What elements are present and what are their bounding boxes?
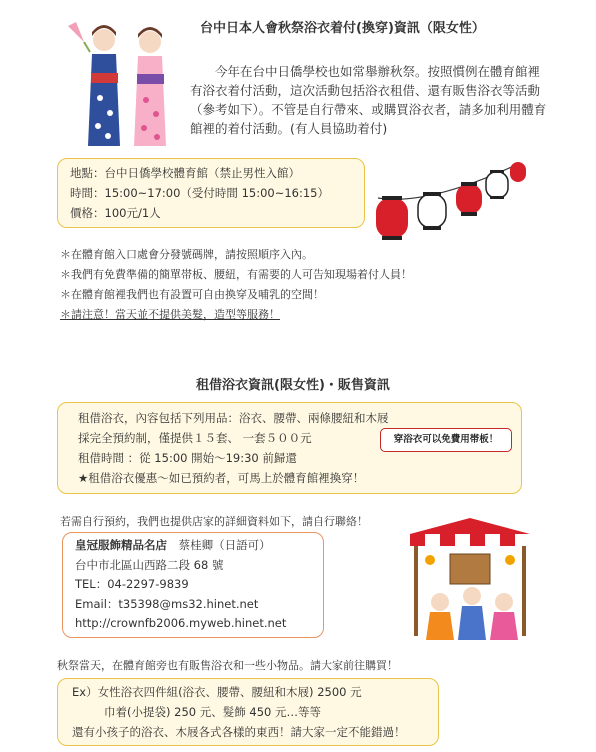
notes-list (60, 245, 412, 325)
shop-contact: 蔡桂卿（日語可） (178, 538, 271, 552)
shop-name-row (75, 536, 311, 556)
rental-line: 租借時間 ：從 15:00 開始～19:30 前歸還 (78, 451, 297, 465)
sale-items-box (57, 678, 439, 746)
festival-stall-illustration (400, 516, 540, 646)
shop-info-box (62, 532, 324, 638)
note-item: ＊在體育館入口處會分發號碼牌，請按照順序入內。 (60, 248, 313, 261)
yukata-women-illustration (62, 18, 182, 153)
event-price: 價格：100元/1人 (70, 206, 161, 220)
event-info-box (57, 158, 365, 228)
lantern-icon (486, 170, 508, 199)
rental-line: 採完全預約制，僅提供１５套、 一套５００元 (78, 431, 312, 445)
sale-note: 秋祭當天，在體育館旁也有販售浴衣和一些小物品。請大家前往購買！ (57, 659, 398, 672)
rental-line: 租借浴衣，內容包括下列用品：浴衣、腰帶、兩條腰紐和木屐 (78, 411, 389, 425)
event-location: 地點：台中日僑學校體育館（禁止男性入館） (70, 166, 300, 180)
shop-url[interactable]: http://crownfb2006.myweb.hinet.net (75, 616, 287, 630)
lanterns-illustration (368, 158, 528, 246)
note-item: ＊我們有免費準備的簡單帯板、腰紐，有需要的人可告知現場着付人員！ (60, 268, 412, 281)
event-time: 時間：15:00~17:00（受付時間 15:00~16:15） (70, 186, 329, 200)
rental-title: 租借浴衣資訊(限女性)・販售資訊 (196, 378, 390, 393)
sale-item: 巾着(小提袋) 250 元、髮飾 450 元…等等 (104, 705, 321, 719)
note-item: ＊在體育館裡我們也有設置可自由換穿及哺乳的空間！ (60, 288, 324, 301)
lantern-icon (418, 192, 446, 230)
free-obi-badge: 穿浴衣可以免費用帯板！ (380, 428, 512, 452)
note-item: ＊請注意！當天並不提供美髮，造型等服務！ (60, 308, 280, 321)
page-title: 台中日本人會秋祭浴衣着付(換穿)資訊（限女性） (200, 21, 485, 36)
shop-tel: TEL：04-2297-9839 (75, 577, 189, 591)
intro-paragraph (190, 62, 550, 138)
sale-item: Ex）女性浴衣四件組(浴衣、腰帶、腰紐和木屐) 2500 元 (72, 685, 362, 699)
lantern-icon (510, 162, 526, 182)
rental-line: ★租借浴衣優惠～如已預約者，可馬上於體育館裡換穿！ (78, 471, 365, 485)
lantern-icon (376, 196, 408, 240)
sale-item: 還有小孩子的浴衣、木屐各式各樣的東西！請大家一定不能錯過！ (72, 725, 406, 739)
shop-name: 皇冠服飾精品名店 (75, 538, 167, 552)
reservation-note: 若需自行預約，我們也提供店家的詳細資料如下，請自行聯絡！ (60, 515, 368, 528)
shop-address: 台中市北區山西路二段 68 號 (75, 557, 224, 572)
shop-email: Email：t35398@ms32.hinet.net (75, 596, 259, 611)
intro-text: 今年在台中日僑學校也如常舉辦秋祭。按照慣例在體育館裡有浴衣着付活動，這次活動包括浴衣租借、還有販售浴衣等活動（參考如下）。不管是自行帶來、或購買浴衣者，請多加利用體育館裡的着付活動。(有人員協助着付) (190, 64, 547, 136)
